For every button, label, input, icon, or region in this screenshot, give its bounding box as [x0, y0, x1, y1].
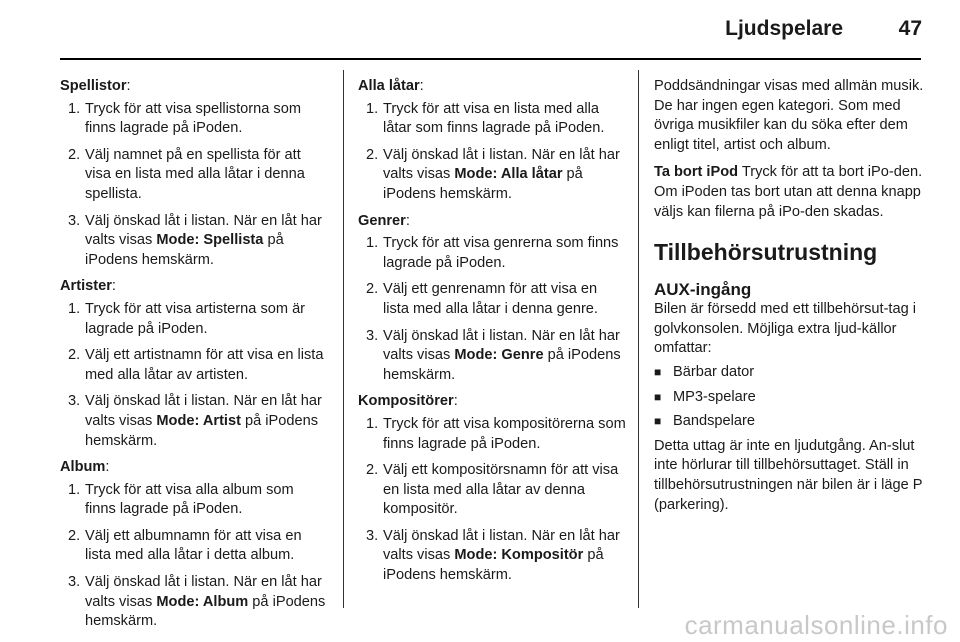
numbered-list [60, 300, 328, 451]
section-label-text: Kompositörer [358, 393, 454, 410]
item-text: Tryck för att visa genrerna som finns lagrade på iPoden. [383, 235, 619, 271]
list-number: 2. [68, 527, 81, 544]
column-1 [60, 77, 328, 639]
list-number: 2. [68, 146, 81, 163]
list-item [358, 327, 626, 386]
aux-source-list [654, 363, 926, 432]
remove-ipod-label: Ta bort iPod [654, 164, 739, 181]
item-text: på iPodens hemskärm. [85, 232, 284, 268]
item-text: Tryck för att visa alla album som finns lagrade på iPoden. [85, 481, 294, 518]
list-item [60, 346, 328, 385]
section-heading: Tillbehörsutrustning [654, 239, 878, 266]
list-number: 1. [366, 235, 379, 252]
item-text: Välj önskad låt i listan. När en låt har valts visas [85, 574, 322, 610]
list-item [60, 392, 328, 451]
section-label-text: Spellistor [60, 78, 127, 94]
subsection-heading: AUX-ingång [654, 280, 752, 300]
list-item [358, 461, 626, 520]
numbered-list [60, 100, 328, 271]
item-text: Tryck för att visa spellistorna som finns lagrade på iPoden. [85, 100, 301, 137]
list-item [60, 527, 328, 566]
list-number: 3. [68, 212, 81, 229]
section-label-text: Artister [60, 278, 112, 295]
section-label-text: Album [60, 459, 106, 476]
list-item [358, 415, 626, 454]
item-text: Välj önskad låt i listan. När en låt har valts visas [85, 393, 322, 429]
watermark: carmanualsonline.info [684, 610, 948, 640]
column-2 [358, 77, 626, 593]
mode-label: Mode: Artist [156, 412, 241, 429]
bullet-icon: ■ [654, 364, 662, 379]
aux-intro-paragraph: Bilen är försedd med ett tillbehörsut-tag i golvkonsolen. Möjliga extra ljud-källor omfattar: [654, 301, 917, 357]
numbered-list [358, 415, 626, 586]
list-item [60, 212, 328, 271]
item-text: på iPodens hemskärm. [383, 347, 621, 383]
item-text: Välj ett genrenamn för att visa en lista med alla låtar i denna genre. [383, 281, 598, 317]
section-label: Album: [60, 459, 110, 476]
column-3 [654, 77, 926, 523]
list-item [358, 280, 626, 319]
section-label-text: Alla låtar [358, 78, 420, 94]
item-text: Tryck för att visa artisterna som är lagrade på iPoden. [85, 300, 306, 337]
item-text: Välj önskad låt i listan. När en låt har valts visas [383, 146, 620, 183]
numbered-list [358, 234, 626, 385]
list-item: ■ MP3-spelare [654, 388, 926, 408]
list-item [60, 300, 328, 339]
header-rule [60, 58, 921, 60]
item-text: Välj namnet på en spellista för att visa en lista med alla låtar i denna spellista. [85, 146, 305, 202]
column-divider-1 [343, 70, 344, 608]
item-text: på iPodens hemskärm. [383, 547, 604, 584]
bullet-icon: ■ [654, 414, 662, 429]
list-number: 2. [366, 146, 379, 163]
mode-label: Mode: Album [156, 593, 249, 610]
list-number: 3. [68, 574, 81, 591]
section-label: Genrer: [358, 212, 410, 229]
list-number: 2. [366, 281, 379, 298]
item-text: Välj ett artistnamn för att visa en lista med alla låtar av artisten. [85, 347, 324, 383]
page-number: 47 [898, 17, 922, 40]
item-text: Välj önskad låt i listan. När en låt har valts visas [85, 212, 322, 249]
item-text: på iPodens hemskärm. [85, 412, 319, 449]
numbered-list [358, 100, 626, 205]
list-number: 1. [68, 481, 81, 498]
remove-ipod-paragraph [654, 163, 926, 222]
bullet-icon: ■ [654, 389, 662, 404]
list-item: ■ Bandspelare [654, 412, 926, 432]
list-item [358, 234, 626, 273]
list-number: 2. [366, 462, 379, 479]
page-title: Ljudspelare [725, 17, 843, 40]
section-label: Spellistor: [60, 78, 131, 94]
column-divider-2 [638, 70, 639, 608]
section-label: Artister: [60, 278, 116, 295]
aux-outro-paragraph: Detta uttag är inte en ljudutgång. An-slut inte hörlurar till tillbehörsuttaget. Ställ in tillbehörsutrustningen när bilen är i läge P (parkering). [654, 437, 923, 513]
item-text: Välj önskad låt i listan. När en låt har valts visas [383, 327, 620, 364]
section-label-text: Genrer [358, 212, 406, 229]
list-item [358, 527, 626, 586]
list-number: 1. [366, 415, 379, 432]
list-number: 1. [68, 100, 81, 117]
list-number: 1. [68, 300, 81, 317]
section-label: Alla låtar: [358, 78, 424, 94]
section-label: Kompositörer: [358, 393, 458, 410]
list-number: 3. [366, 327, 379, 344]
item-text: på iPodens hemskärm. [85, 593, 326, 630]
item-text: Tryck för att visa kompositörerna som finns lagrade på iPoden. [383, 415, 626, 452]
mode-label: Mode: Spellista [156, 232, 264, 249]
list-number: 3. [68, 393, 81, 410]
list-item [60, 100, 328, 139]
list-item [358, 100, 626, 139]
list-item [60, 146, 328, 205]
list-item [60, 573, 328, 632]
podcast-paragraph: Poddsändningar visas med allmän musik. De har ingen egen kategori. Som med övriga musikfiler kan du söka efter dem enligt titel, artist och album. [654, 78, 924, 153]
page-header [0, 0, 960, 60]
list-number: 1. [366, 100, 379, 117]
list-number: 3. [366, 527, 379, 544]
remove-ipod-text: Tryck för att ta bort iPo-den. Om iPoden tas bort utan att denna knapp väljs kan filerna på iPo-den skadas. [654, 164, 923, 220]
item-text: Välj ett kompositörsnamn för att visa en lista med alla låtar av denna kompositör. [383, 462, 619, 518]
mode-label: Mode: Genre [454, 347, 544, 364]
item-text: Välj ett albumnamn för att visa en lista med alla låtar i detta album. [85, 527, 302, 564]
numbered-list [60, 481, 328, 632]
list-item [60, 481, 328, 520]
item-text: på iPodens hemskärm. [383, 166, 583, 202]
mode-label: Mode: Alla låtar [454, 166, 563, 183]
mode-label: Mode: Kompositör [454, 547, 584, 564]
list-item [358, 146, 626, 205]
list-item: ■ Bärbar dator [654, 363, 926, 383]
item-text: Välj önskad låt i listan. När en låt har valts visas [383, 527, 620, 564]
list-number: 2. [68, 347, 81, 364]
item-text: Tryck för att visa en lista med alla låtar som finns lagrade på iPoden. [383, 100, 605, 137]
